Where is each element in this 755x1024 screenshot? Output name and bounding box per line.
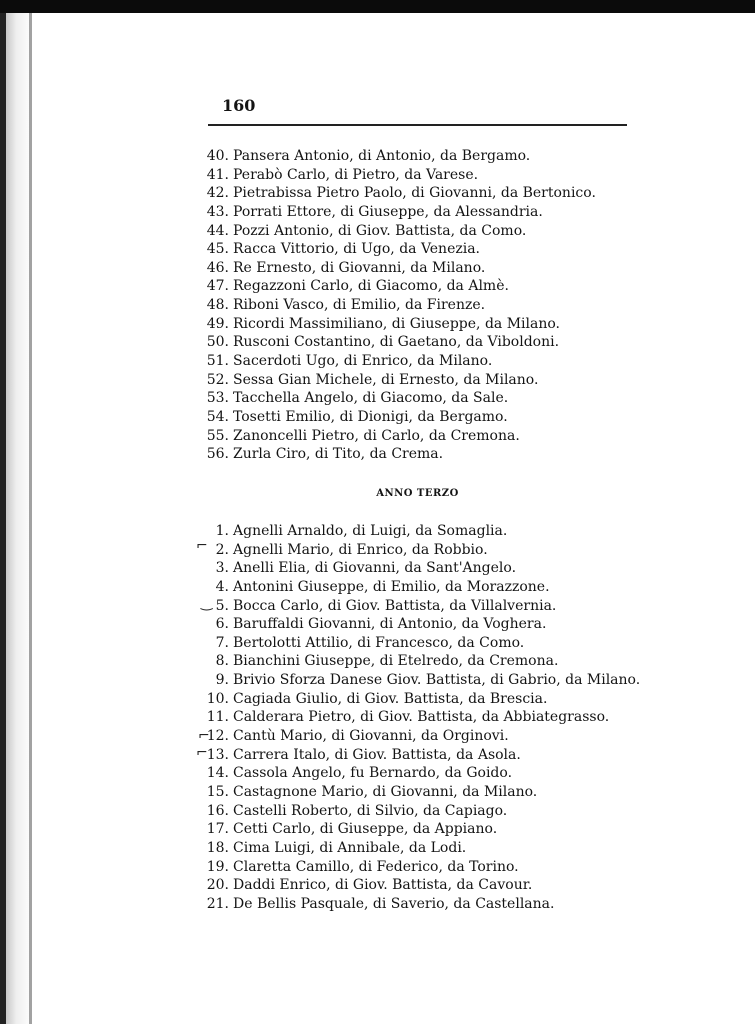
entry-text: Daddi Enrico, di Giov. Battista, da Cavour. [233, 877, 533, 894]
entry-text: Pansera Antonio, di Antonio, da Bergamo. [233, 148, 531, 164]
list-item [0, 315, 755, 334]
entry-text: Cetti Carlo, di Giuseppe, da Appiano. [233, 821, 498, 838]
entry-number: 46. [206, 259, 229, 276]
list-item [0, 559, 755, 578]
margin-tick-mark: ‿ [201, 595, 213, 611]
entry-text: Racca Vittorio, di Ugo, da Venezia. [233, 241, 481, 258]
entry-text: Zurla Ciro, di Tito, da Crema. [233, 446, 444, 463]
entry-number: 3. [215, 560, 229, 577]
entry-number: 54. [206, 408, 229, 425]
margin-tick-mark: ⌐ [196, 745, 208, 761]
entry-number: 14. [206, 765, 229, 782]
entry-number: 48. [206, 297, 229, 314]
entry-number: 4. [215, 578, 229, 595]
list-item [0, 203, 755, 222]
entry-number: 1. [215, 523, 229, 539]
entry-text: Zanoncelli Pietro, di Carlo, da Cremona. [233, 427, 520, 444]
list-item [0, 371, 755, 390]
list-item [0, 389, 755, 408]
entry-number: 53. [206, 390, 229, 407]
entry-number: 5. [215, 597, 229, 614]
entry-text: Perabò Carlo, di Pietro, da Varese. [233, 166, 479, 183]
entry-number: 42. [206, 185, 229, 202]
entry-text: Antonini Giuseppe, di Emilio, da Morazzone. [233, 578, 550, 595]
entry-text: Rusconi Costantino, di Gaetano, da Viboldoni. [233, 334, 560, 351]
section-heading: ANNO TERZO [376, 488, 459, 499]
entry-number: 18. [206, 839, 229, 856]
list-item [0, 820, 755, 839]
entry-number: 41. [206, 166, 229, 183]
list-item [0, 166, 755, 185]
entry-text: Anelli Elia, di Giovanni, da Sant'Angelo. [233, 560, 517, 577]
list-item [0, 690, 755, 709]
entry-number: 8. [215, 653, 229, 670]
entry-number: 2. [215, 541, 229, 558]
entry-number: 13. [206, 746, 229, 763]
entry-number: 16. [206, 802, 229, 819]
list-item [0, 783, 755, 802]
entry-number: 10. [206, 690, 229, 707]
list-item [0, 277, 755, 296]
entry-text: Tacchella Angelo, di Giacomo, da Sale. [233, 390, 509, 407]
entry-number: 40. [206, 148, 229, 164]
entry-number: 55. [206, 427, 229, 444]
entry-text: Cima Luigi, di Annibale, da Lodi. [233, 839, 467, 856]
entry-number: 51. [206, 353, 229, 370]
entry-number: 43. [206, 203, 229, 220]
list-item [0, 352, 755, 371]
scan-top-border [0, 0, 755, 13]
list-item [0, 652, 755, 671]
list-item [0, 222, 755, 241]
list-item [0, 427, 755, 446]
entry-text: De Bellis Pasquale, di Saverio, da Castellana. [233, 895, 555, 912]
list-item [0, 895, 755, 914]
student-list-section-2 [0, 522, 755, 913]
entry-text: Sessa Gian Michele, di Ernesto, da Milano. [233, 371, 539, 388]
entry-text: Castagnone Mario, di Giovanni, da Milano. [233, 783, 538, 800]
list-item [0, 764, 755, 783]
list-item [0, 615, 755, 634]
student-list-section-1 [0, 147, 755, 464]
entry-number: 6. [215, 616, 229, 633]
entry-text: Bocca Carlo, di Giov. Battista, da Villalvernia. [233, 597, 557, 614]
header-rule [208, 124, 627, 126]
page-number: 160 [222, 96, 256, 115]
entry-text: Pietrabissa Pietro Paolo, di Giovanni, da Bertonico. [233, 185, 596, 202]
entry-text: Baruffaldi Giovanni, di Antonio, da Voghera. [233, 616, 547, 633]
list-item [0, 876, 755, 895]
entry-number: 17. [206, 821, 229, 838]
list-item [0, 858, 755, 877]
entry-text: Claretta Camillo, di Federico, da Torino. [233, 858, 519, 875]
entry-text: Brivio Sforza Danese Giov. Battista, di Gabrio, da Milano. [233, 672, 641, 689]
entry-number: 49. [206, 315, 229, 332]
list-item [0, 147, 755, 166]
entry-text: Tosetti Emilio, di Dionigi, da Bergamo. [233, 408, 508, 425]
list-item [0, 839, 755, 858]
entry-text: Carrera Italo, di Giov. Battista, da Asola. [233, 746, 521, 763]
entry-text: Agnelli Mario, di Enrico, da Robbio. [233, 541, 488, 558]
list-item [0, 634, 755, 653]
entry-number: 12. [206, 728, 229, 745]
entry-text: Sacerdoti Ugo, di Enrico, da Milano. [233, 353, 493, 370]
list-item [0, 578, 755, 597]
margin-tick-mark: ⌐ [196, 538, 208, 554]
list-item [0, 746, 755, 765]
entry-text: Bianchini Giuseppe, di Etelredo, da Cremona. [233, 653, 559, 670]
entry-text: Cassola Angelo, fu Bernardo, da Goido. [233, 765, 513, 782]
list-item [0, 522, 755, 541]
margin-tick-mark: ⌐ [198, 728, 210, 744]
entry-text: Agnelli Arnaldo, di Luigi, da Somaglia. [233, 523, 508, 539]
entry-text: Riboni Vasco, di Emilio, da Firenze. [233, 297, 486, 314]
entry-number: 9. [215, 672, 229, 689]
entry-text: Pozzi Antonio, di Giov. Battista, da Como. [233, 222, 527, 239]
list-item [0, 541, 755, 560]
entry-text: Regazzoni Carlo, di Giacomo, da Almè. [233, 278, 509, 295]
entry-text: Cagiada Giulio, di Giov. Battista, da Brescia. [233, 690, 548, 707]
entry-text: Calderara Pietro, di Giov. Battista, da Abbiategrasso. [233, 709, 610, 726]
entry-number: 19. [206, 858, 229, 875]
entry-text: Ricordi Massimiliano, di Giuseppe, da Milano. [233, 315, 560, 332]
entry-number: 7. [215, 634, 229, 651]
entry-text: Bertolotti Attilio, di Francesco, da Como. [233, 634, 525, 651]
list-item [0, 184, 755, 203]
list-item [0, 802, 755, 821]
entry-number: 20. [206, 877, 229, 894]
list-item [0, 671, 755, 690]
entry-number: 50. [206, 334, 229, 351]
list-item [0, 259, 755, 278]
entry-number: 52. [206, 371, 229, 388]
entry-number: 21. [206, 895, 229, 912]
entry-number: 15. [206, 783, 229, 800]
list-item [0, 408, 755, 427]
list-item [0, 333, 755, 352]
entry-text: Cantù Mario, di Giovanni, da Orginovi. [233, 728, 509, 745]
entry-number: 45. [206, 241, 229, 258]
entry-text: Castelli Roberto, di Silvio, da Capiago. [233, 802, 508, 819]
list-item [0, 708, 755, 727]
entry-number: 44. [206, 222, 229, 239]
entry-number: 11. [206, 709, 229, 726]
list-item [0, 597, 755, 616]
entry-text: Porrati Ettore, di Giuseppe, da Alessandria. [233, 203, 543, 220]
list-item [0, 296, 755, 315]
list-item [0, 445, 755, 464]
entry-number: 47. [206, 278, 229, 295]
entry-number: 56. [206, 446, 229, 463]
list-item [0, 240, 755, 259]
entry-text: Re Ernesto, di Giovanni, da Milano. [233, 259, 486, 276]
list-item [0, 727, 755, 746]
